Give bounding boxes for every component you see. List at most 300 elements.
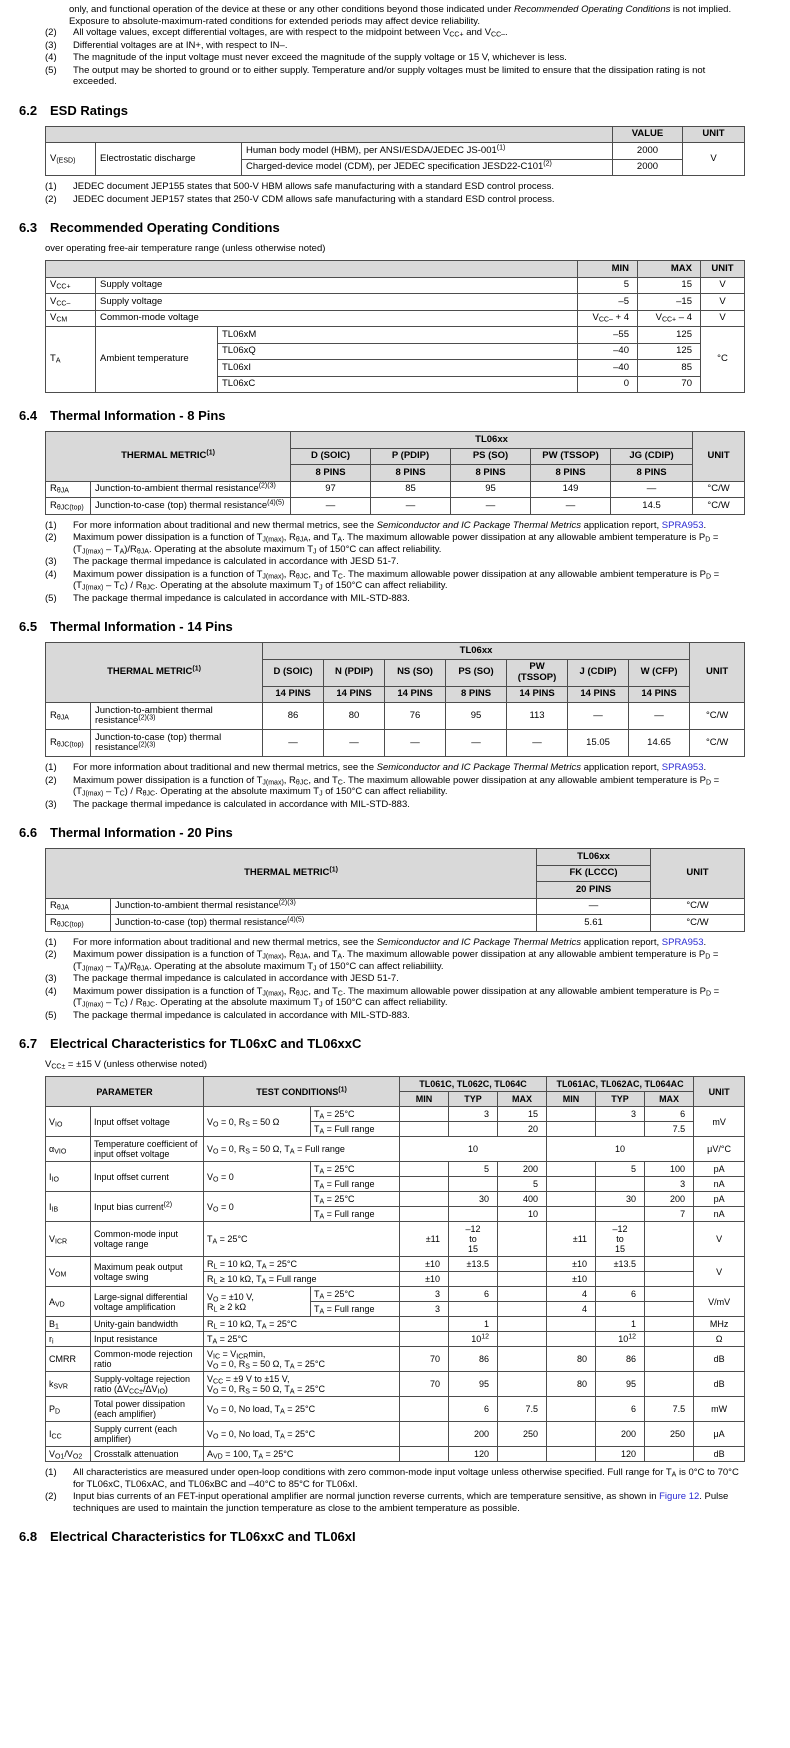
table-row xyxy=(46,143,745,160)
footnote-item xyxy=(45,40,745,52)
table-cell: ±10 xyxy=(547,1272,596,1287)
header-cell: MAX xyxy=(645,1092,694,1107)
table-cell: dB xyxy=(694,1372,745,1397)
table-cell: $R_L = 10$ kΩ, $T_A = 25^\circ C$ xyxy=(204,1317,400,1332)
recommended-operating-conditions-table xyxy=(45,260,745,393)
table-cell: 250 xyxy=(498,1422,547,1447)
section-title: Thermal Information - 20 Pins xyxy=(50,825,233,840)
header-cell: NS (SO) xyxy=(385,659,446,686)
table-cell xyxy=(449,1122,498,1137)
header-cell: 14 PINS xyxy=(263,686,324,703)
table-cell: 95 xyxy=(451,481,531,498)
table-cell: $V_O = 0$, $R_S = 50$ Ω xyxy=(204,1107,311,1137)
footnote-number: (2) xyxy=(45,532,57,543)
footnote-text: Maximum power dissipation is a function of $T_{J(max)}$, $R_{\theta JA}$, and $T_A$. The maximum allowable power dissipation at any allowable ambient temperature is $P_D = (T_{J(max)} - T_A)/R_{\theta JA}$. Operating at the absolute maximum $T_J$ of 150°C can affect reliabiliity. xyxy=(73,949,719,972)
table-cell: V xyxy=(701,277,745,294)
table-cell: 3 xyxy=(449,1107,498,1122)
table-cell: –55 xyxy=(578,327,638,344)
table-cell xyxy=(645,1372,694,1397)
section-title: Electrical Characteristics for TL06xC and TL06xxC xyxy=(50,1036,362,1051)
footnote-text: The output may be shorted to ground or to either supply. Temperature and/or supply voltages must be limited to ensure that the dissipation rating is not exceeded. xyxy=(73,64,706,87)
table-cell: 15 xyxy=(638,277,701,294)
section-heading xyxy=(19,104,745,118)
table-cell: $R_{\theta JC(top)}$ xyxy=(46,498,91,515)
spra953-link[interactable]: SPRA953 xyxy=(661,519,704,531)
table-cell xyxy=(596,1272,645,1287)
table-cell: $\alpha_{VIO}$ xyxy=(46,1137,91,1162)
table-cell: $T_A = 25^\circ C$ xyxy=(311,1287,400,1302)
section-number: 6.2 xyxy=(19,102,38,118)
table-cell: — xyxy=(446,730,507,757)
table-cell: 30 xyxy=(449,1192,498,1207)
header-cell: 8 PINS xyxy=(451,465,531,482)
table-row xyxy=(46,1162,745,1177)
table-cell: 97 xyxy=(291,481,371,498)
table-cell xyxy=(400,1207,449,1222)
header-cell: 14 PINS xyxy=(324,686,385,703)
data-table xyxy=(45,126,745,177)
table-cell xyxy=(645,1302,694,1317)
table-cell: 125 xyxy=(638,343,701,360)
table-cell: 200 xyxy=(498,1162,547,1177)
table-cell xyxy=(547,1122,596,1137)
data-table xyxy=(45,642,745,757)
table-row xyxy=(46,1332,745,1347)
section-heading xyxy=(19,620,745,634)
table-cell xyxy=(400,1422,449,1447)
footnote-number: (5) xyxy=(45,1009,57,1021)
header-cell: W (CFP) xyxy=(629,659,690,686)
footnote-item xyxy=(45,569,745,592)
table-cell xyxy=(498,1287,547,1302)
footnote-text: The package thermal impedance is calculated in accordance with MIL-STD-883. xyxy=(73,798,410,810)
table-cell: ±13.5 xyxy=(449,1257,498,1272)
section-number: 6.5 xyxy=(19,619,38,634)
table-cell: Junction-to-ambient thermal resistance$^{(2)(3)}$ xyxy=(111,898,537,915)
table-cell: Input bias current$^{(2)}$ xyxy=(91,1192,204,1222)
table-cell xyxy=(400,1162,449,1177)
table-cell xyxy=(498,1302,547,1317)
table-cell: Human body model (HBM), per ANSI/ESDA/JEDEC JS-001$^{(1)}$ xyxy=(242,143,613,160)
table-cell: 80 xyxy=(547,1372,596,1397)
table-cell xyxy=(498,1317,547,1332)
table-cell xyxy=(547,1332,596,1347)
header-cell: PARAMETER xyxy=(46,1077,204,1107)
footnote-text: Maximum power dissipation is a function of $T_{J(max)}$, $R_{\theta JA}$, and $T_A$. The maximum allowable power dissipation at any allowable ambient temperature is $P_D = (T_{J(max)} - T_A)/R_{\theta JA}$. Operating at the absolute maximum $T_J$ of 150°C can affect reliability. xyxy=(73,532,719,555)
table-cell: — xyxy=(324,730,385,757)
footnote-number: (1) xyxy=(45,762,57,773)
table-row xyxy=(46,730,745,757)
table-row xyxy=(46,126,745,143)
table-cell: 7 xyxy=(645,1207,694,1222)
table-cell: 3 xyxy=(400,1302,449,1317)
header-cell: N (PDIP) xyxy=(324,659,385,686)
table-cell: $I_{IB}$ xyxy=(46,1192,91,1222)
header-cell: J (CDIP) xyxy=(568,659,629,686)
footnote-item xyxy=(45,1491,745,1514)
footnote-text: For more information about traditional and new thermal metrics, see the Semiconductor and IC Package Thermal Metrics application report, SPRA953. xyxy=(73,519,707,531)
table-cell: 86 xyxy=(449,1347,498,1372)
header-cell: 14 PINS xyxy=(629,686,690,703)
table-cell: 3 xyxy=(645,1177,694,1192)
section-title: Thermal Information - 14 Pins xyxy=(50,619,233,634)
table-cell: 7.5 xyxy=(645,1397,694,1422)
header-cell: 14 PINS xyxy=(507,686,568,703)
table-cell: 2000 xyxy=(613,159,683,176)
table-cell: 14.65 xyxy=(629,730,690,757)
footnote-number: (2) xyxy=(45,949,57,960)
footnote-number: (4) xyxy=(45,568,57,580)
section-number: 6.4 xyxy=(19,408,38,423)
table-cell xyxy=(498,1347,547,1372)
section-heading xyxy=(19,409,745,423)
table-cell: $10^{12}$ xyxy=(596,1332,645,1347)
footnote-item xyxy=(45,181,745,193)
footnote-text: For more information about traditional and new thermal metrics, see the Semiconductor and IC Package Thermal Metrics application report, SPRA953. xyxy=(73,762,707,773)
table-cell: $A_{VD}$ xyxy=(46,1287,91,1317)
section-number: 6.7 xyxy=(19,1036,38,1051)
table-cell: V xyxy=(694,1222,745,1257)
table-cell: $T_A = 25^\circ C$ xyxy=(204,1222,400,1257)
section-number: 6.3 xyxy=(19,220,38,235)
table-cell: — xyxy=(537,898,651,915)
footnote-item xyxy=(45,949,745,972)
table-row xyxy=(46,1077,745,1092)
header-cell: PW (TSSOP) xyxy=(507,659,568,686)
table-cell: nA xyxy=(694,1207,745,1222)
table-cell: 120 xyxy=(449,1447,498,1462)
table-cell: $V_{CC+}$ xyxy=(46,277,96,294)
intro-note-list xyxy=(45,27,745,88)
footnote-item xyxy=(45,27,745,39)
table-cell xyxy=(547,1207,596,1222)
header-cell xyxy=(46,261,578,278)
table-cell: 14.5 xyxy=(611,498,693,515)
table-cell: $T_A$ = Full range xyxy=(311,1177,400,1192)
footnote-number: (3) xyxy=(45,798,57,810)
header-cell: 20 PINS xyxy=(537,882,651,899)
table-cell: $R_L = 10$ kΩ, $T_A = 25^\circ C$ xyxy=(204,1257,400,1272)
footnote-item xyxy=(45,937,745,949)
spra953-link[interactable]: SPRA953 xyxy=(661,762,704,773)
header-cell: JG (CDIP) xyxy=(611,448,693,465)
intro-notes xyxy=(45,4,745,88)
table-cell: $V_{IC} = V_{ICR}\min$, $V_O = 0$, $R_S = 50$ Ω, $T_A = 25^\circ C$ xyxy=(204,1347,400,1372)
table-row xyxy=(46,294,745,311)
table-cell: $R_{\theta JC(top)}$ xyxy=(46,730,91,757)
table-cell: –15 xyxy=(638,294,701,311)
table-cell: 95 xyxy=(446,703,507,730)
table-cell: — xyxy=(629,703,690,730)
header-cell: P (PDIP) xyxy=(371,448,451,465)
footnote-number: (2) xyxy=(45,774,57,786)
table-cell: 86 xyxy=(263,703,324,730)
table-cell: 4 xyxy=(547,1287,596,1302)
footnote-text: JEDEC document JEP155 states that 500-V HBM allows safe manufacturing with a standard ESD control process. xyxy=(73,181,555,192)
table-cell: Junction-to-ambient thermal resistance$^{(2)(3)}$ xyxy=(91,703,263,730)
header-cell: MIN xyxy=(400,1092,449,1107)
footnote-item xyxy=(45,762,745,774)
table-cell: — xyxy=(385,730,446,757)
table-cell: °C/W xyxy=(651,915,745,932)
table-cell xyxy=(400,1107,449,1122)
header-cell: UNIT xyxy=(693,432,745,482)
table-cell: $A_{VD} = 100$, $T_A = 25^\circ C$ xyxy=(204,1447,400,1462)
table-cell: Crosstalk attenuation xyxy=(91,1447,204,1462)
footnote-item xyxy=(45,556,745,568)
footnote-list xyxy=(45,181,745,205)
table-cell: 6 xyxy=(596,1397,645,1422)
footnote-list xyxy=(45,520,745,605)
table-cell: Electrostatic discharge xyxy=(96,143,242,176)
table-cell: $V_{CM}$ xyxy=(46,310,96,327)
table-row xyxy=(46,1257,745,1272)
table-cell: — xyxy=(263,730,324,757)
header-cell: TYP xyxy=(596,1092,645,1107)
table-cell: Supply voltage xyxy=(96,294,578,311)
figure-12-link[interactable]: Figure 12 xyxy=(659,1491,700,1502)
table-cell: mW xyxy=(694,1397,745,1422)
footnote-item xyxy=(45,52,745,64)
table-cell: 7.5 xyxy=(645,1122,694,1137)
table-cell xyxy=(498,1272,547,1287)
header-cell: TL06xx xyxy=(263,643,690,660)
data-table xyxy=(45,1076,745,1462)
thermal-info-20pins-table xyxy=(45,848,745,932)
table-cell: Junction-to-case (top) thermal resistance$^{(2)(3)}$ xyxy=(91,730,263,757)
table-cell: CMRR xyxy=(46,1347,91,1372)
table-cell: Common-mode rejection ratio xyxy=(91,1347,204,1372)
table-cell: Junction-to-ambient thermal resistance$^{(2)(3)}$ xyxy=(91,481,291,498)
table-cell: TL06xM xyxy=(218,327,578,344)
table-cell: Maximum peak output voltage swing xyxy=(91,1257,204,1287)
table-cell: — xyxy=(611,481,693,498)
table-cell: Temperature coefficient of input offset voltage xyxy=(91,1137,204,1162)
footnote-list xyxy=(45,937,745,1022)
footnote-text: Maximum power dissipation is a function of $T_{J(max)}$, $R_{\theta JC}$, and $T_C$. The maximum allowable power dissipation at any allowable ambient temperature is $P_D = (T_{J(max)} - T_C) / R_{\theta JC}$. Operating at the absolute maximum $T_J$ of 150°C can affect reliability. xyxy=(73,985,720,1009)
table-cell: °C/W xyxy=(693,481,745,498)
header-cell: UNIT xyxy=(690,643,745,703)
footnote-text: Input bias currents of an FET-input operational amplifier are normal junction reverse currents, which are temperature sensitive, as shown in Figure 12. Pulse techniques are used to maintain the junction temperature as close to the ambient temperature as possible. xyxy=(73,1491,729,1514)
table-cell: Junction-to-case (top) thermal resistance$^{(4)(5)}$ xyxy=(91,498,291,515)
spra953-link[interactable]: SPRA953 xyxy=(661,936,704,948)
table-cell xyxy=(645,1272,694,1287)
header-cell: TL06xx xyxy=(291,432,693,449)
table-cell xyxy=(645,1317,694,1332)
table-cell: 3 xyxy=(400,1287,449,1302)
table-cell: Input offset current xyxy=(91,1162,204,1192)
table-cell xyxy=(547,1107,596,1122)
table-row xyxy=(46,310,745,327)
table-cell: 20 xyxy=(498,1122,547,1137)
table-cell: Input offset voltage xyxy=(91,1107,204,1137)
table-row xyxy=(46,1347,745,1372)
header-cell: 8 PINS xyxy=(291,465,371,482)
table-cell: 6 xyxy=(449,1287,498,1302)
footnote-text: For more information about traditional and new thermal metrics, see the Semiconductor and IC Package Thermal Metrics application report, SPRA953. xyxy=(73,936,707,948)
section-heading xyxy=(19,826,745,840)
table-cell: — xyxy=(507,730,568,757)
footnote-item xyxy=(45,775,745,798)
table-row xyxy=(46,432,745,449)
section-thermal-info-14pins xyxy=(19,619,745,810)
table-row xyxy=(46,643,745,660)
header-cell: D (SOIC) xyxy=(263,659,324,686)
table-cell: 10 xyxy=(498,1207,547,1222)
table-cell: $V_{CC-} + 4$ xyxy=(578,310,638,327)
table-cell xyxy=(645,1257,694,1272)
footnote-number: (2) xyxy=(45,1491,57,1502)
table-cell xyxy=(449,1207,498,1222)
table-row xyxy=(46,1372,745,1397)
table-cell: $T_A = 25^\circ C$ xyxy=(311,1107,400,1122)
section-heading xyxy=(19,1037,745,1051)
note-continuation: only, and functional operation of the device at these or any other conditions beyond those indicated under Recommended Operating Conditions is not implied. Exposure to absolute-maximum-rated conditions for extended periods may affect device reliability. xyxy=(69,4,732,27)
table-cell: 0 xyxy=(578,376,638,393)
footnote-number: (3) xyxy=(45,556,57,567)
footnote-number: (2) xyxy=(45,27,57,38)
table-cell: $T_A$ = Full range xyxy=(311,1122,400,1137)
table-cell: $V_{CC+} - 4$ xyxy=(638,310,701,327)
table-cell: –12 to 15 xyxy=(596,1222,645,1257)
table-cell: $I_{CC}$ xyxy=(46,1422,91,1447)
table-cell: 80 xyxy=(324,703,385,730)
table-cell: Ambient temperature xyxy=(96,327,218,393)
data-table xyxy=(45,431,745,515)
table-cell xyxy=(596,1122,645,1137)
header-cell: 8 PINS xyxy=(371,465,451,482)
footnote-item xyxy=(45,1010,745,1022)
table-cell: $T_A = 25^\circ C$ xyxy=(204,1332,400,1347)
header-cell: PS (SO) xyxy=(451,448,531,465)
header-cell: TYP xyxy=(449,1092,498,1107)
footnote-number: (1) xyxy=(45,181,57,192)
footnote-text: Maximum power dissipation is a function of $T_{J(max)}$, $R_{\theta JC}$, and $T_C$. The maximum allowable power dissipation at any allowable ambient temperature is $P_D = (T_{J(max)} - T_C) / R_{\theta JC}$. Operating at the absolute maximum $T_J$ of 150°C can affect reliability. xyxy=(73,774,720,798)
table-cell: ±10 xyxy=(547,1257,596,1272)
section-subtitle: over operating free-air temperature range (unless otherwise noted) xyxy=(45,243,326,254)
table-cell: 6 xyxy=(449,1397,498,1422)
table-cell: –12 to 15 xyxy=(449,1222,498,1257)
table-cell xyxy=(547,1317,596,1332)
footnote-text: All characteristics are measured under open-loop conditions with zero common-mode input voltage unless otherwise specified. Full range for $T_A$ is 0°C to 70°C for TL06xC, TL06xAC, and TL06xBC and –40°C to 85°C for TL06xI. xyxy=(73,1467,739,1490)
footnote-text: The package thermal impedance is calculated in accordance with MIL-STD-883. xyxy=(73,592,410,604)
table-cell: — xyxy=(568,703,629,730)
table-cell: °C xyxy=(701,327,745,393)
table-cell: $V_{CC} = \pm 9$ V to ±15 V, $V_O = 0$, $R_S = 50$ Ω, $T_A = 25^\circ C$ xyxy=(204,1372,400,1397)
table-cell: 5 xyxy=(449,1162,498,1177)
table-cell: 85 xyxy=(638,360,701,377)
table-cell: V xyxy=(683,143,745,176)
table-cell: TL06xC xyxy=(218,376,578,393)
footnote-text: JEDEC document JEP157 states that 250-V CDM allows safe manufacturing with a standard ESD control process. xyxy=(73,193,555,205)
footnote-number: (5) xyxy=(45,592,57,604)
section-title: Thermal Information - 8 Pins xyxy=(50,408,226,423)
table-cell xyxy=(547,1162,596,1177)
table-cell: $I_{IO}$ xyxy=(46,1162,91,1192)
table-cell: Unity-gain bandwidth xyxy=(91,1317,204,1332)
table-cell: 80 xyxy=(547,1347,596,1372)
footnote-list xyxy=(45,762,745,810)
header-cell: PW (TSSOP) xyxy=(531,448,611,465)
table-cell: 7.5 xyxy=(498,1397,547,1422)
table-cell: — xyxy=(531,498,611,515)
table-cell: ±10 xyxy=(400,1272,449,1287)
table-cell: $V_O = 0$ xyxy=(204,1192,311,1222)
table-cell: V xyxy=(701,294,745,311)
footnote-number: (5) xyxy=(45,64,57,76)
table-cell xyxy=(498,1332,547,1347)
table-cell: mV xyxy=(694,1107,745,1137)
table-cell: °C/W xyxy=(690,730,745,757)
table-cell: Charged-device model (CDM), per JEDEC specification JESD22-C101$^{(2)}$ xyxy=(242,159,613,176)
table-cell: nA xyxy=(694,1177,745,1192)
section-title: ESD Ratings xyxy=(50,102,129,118)
table-row xyxy=(46,277,745,294)
footnote-item xyxy=(45,194,745,206)
table-cell: 15 xyxy=(498,1107,547,1122)
table-cell: $R_L \ge 10$ kΩ, $T_A$ = Full range xyxy=(204,1272,400,1287)
table-cell: 200 xyxy=(596,1422,645,1447)
section-number: 6.8 xyxy=(19,1529,38,1544)
table-cell: 76 xyxy=(385,703,446,730)
footnote-item xyxy=(45,986,745,1009)
table-row xyxy=(46,1447,745,1462)
table-cell: °C/W xyxy=(690,703,745,730)
table-cell: ±11 xyxy=(400,1222,449,1257)
table-cell: 30 xyxy=(596,1192,645,1207)
table-cell: 200 xyxy=(645,1192,694,1207)
table-cell: Supply voltage xyxy=(96,277,578,294)
header-cell: 14 PINS xyxy=(385,686,446,703)
thermal-info-8pins-table xyxy=(45,431,745,515)
table-row xyxy=(46,915,745,932)
table-cell: $V_{O1}/V_{O2}$ xyxy=(46,1447,91,1462)
footnote-number: (1) xyxy=(45,936,57,948)
footnote-item xyxy=(45,520,745,532)
table-cell xyxy=(400,1192,449,1207)
footnote-text: The package thermal impedance is calculated in accordance with JESD 51-7. xyxy=(73,973,399,984)
header-cell: UNIT xyxy=(683,126,745,143)
table-row xyxy=(46,1137,745,1162)
footnote-number: (4) xyxy=(45,985,57,997)
table-cell: V xyxy=(701,310,745,327)
table-cell: — xyxy=(371,498,451,515)
table-cell: μA xyxy=(694,1422,745,1447)
table-row xyxy=(46,849,745,866)
table-cell xyxy=(449,1177,498,1192)
table-cell xyxy=(498,1257,547,1272)
table-cell: $T_A$ = Full range xyxy=(311,1207,400,1222)
table-row xyxy=(46,261,745,278)
table-cell xyxy=(547,1177,596,1192)
footnote-number: (1) xyxy=(45,1467,57,1478)
header-cell: 14 PINS xyxy=(568,686,629,703)
table-row xyxy=(46,898,745,915)
section-thermal-info-8pins xyxy=(19,408,745,604)
table-cell: 70 xyxy=(400,1372,449,1397)
table-cell xyxy=(400,1447,449,1462)
table-cell: Junction-to-case (top) thermal resistance$^{(4)(5)}$ xyxy=(111,915,537,932)
table-cell: Total power dissipation (each amplifier) xyxy=(91,1397,204,1422)
section-title: Electrical Characteristics for TL06xxC and TL06xI xyxy=(50,1529,356,1544)
table-cell: –5 xyxy=(578,294,638,311)
data-table xyxy=(45,260,745,393)
table-cell: $V_O = 0$, No load, $T_A = 25^\circ C$ xyxy=(204,1422,400,1447)
table-cell: 95 xyxy=(596,1372,645,1397)
header-cell: MIN xyxy=(578,261,638,278)
header-cell: MAX xyxy=(498,1092,547,1107)
footnote-text: Maximum power dissipation is a function of $T_{J(max)}$, $R_{\theta JC}$, and $T_C$. The maximum allowable power dissipation at any allowable ambient temperature is $P_D = (T_{J(max)} - T_C) / R_{\theta JC}$. Operating at the absolute maximum $T_J$ of 150°C can affect reliability. xyxy=(73,568,720,592)
